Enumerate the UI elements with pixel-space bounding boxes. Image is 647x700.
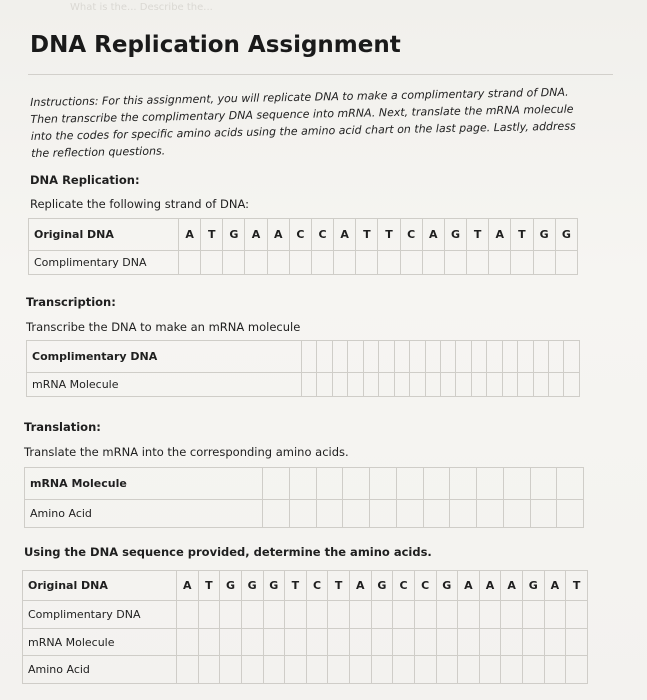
base-cell: A [267,219,289,251]
base-cell: T [467,219,489,251]
answer-cell [302,341,317,373]
answer-cell [371,601,393,629]
answer-cell [566,601,588,629]
transcription-prompt: Transcribe the DNA to make an mRNA molecule [26,320,301,334]
base-cell: A [479,571,501,601]
answer-cell [363,373,378,397]
answer-cell [458,601,480,629]
answer-cell [440,341,455,373]
answer-cell [379,373,394,397]
answer-cell [564,341,580,373]
answer-cell [450,468,477,500]
answer-cell [306,601,328,629]
base-cell: G [263,571,285,601]
answer-cell [371,629,393,656]
base-cell: T [511,219,533,251]
base-cell: G [533,219,555,251]
answer-cell [479,601,501,629]
answer-cell [396,500,423,528]
answer-cell [518,341,533,373]
base-cell: C [400,219,422,251]
answer-cell [440,373,455,397]
answer-cell [523,656,545,684]
base-cell: A [177,571,199,601]
answer-cell [422,251,444,275]
answer-cell [363,341,378,373]
answer-cell [177,601,199,629]
translation-prompt: Translate the mRNA into the corresponding amino acids. [24,445,349,459]
answer-cell [245,251,267,275]
answer-cell [557,468,584,500]
translation-row-2 [25,500,584,528]
final-heading: Using the DNA sequence provided, determine the amino acids. [24,545,432,559]
answer-cell [555,251,577,275]
transcription-table [26,340,580,397]
answer-cell [393,656,415,684]
answer-cell [356,251,378,275]
translation-row-2-label: Amino Acid [25,500,263,528]
answer-cell [328,601,350,629]
answer-cell [350,656,372,684]
final-row-1 [23,601,588,629]
answer-cell [501,601,523,629]
answer-cell [549,341,564,373]
answer-cell [549,373,564,397]
base-cell: T [285,571,307,601]
base-cell: T [566,571,588,601]
answer-cell [241,629,263,656]
base-cell: A [501,571,523,601]
answer-cell [263,500,290,528]
answer-cell [489,251,511,275]
answer-cell [523,629,545,656]
base-cell: T [356,219,378,251]
answer-cell [479,629,501,656]
answer-cell [471,341,486,373]
answer-cell [263,656,285,684]
answer-cell [502,373,517,397]
answer-cell [348,373,363,397]
base-cell: A [334,219,356,251]
answer-cell [332,341,347,373]
base-cell: T [201,219,223,251]
answer-cell [523,601,545,629]
base-cell: T [328,571,350,601]
answer-cell [456,373,471,397]
answer-cell [425,341,440,373]
replication-table [28,218,578,275]
answer-cell [487,373,502,397]
base-cell: C [311,219,333,251]
base-cell: A [458,571,480,601]
answer-cell [566,629,588,656]
replication-heading: DNA Replication: [30,173,140,187]
answer-cell [328,656,350,684]
transcription-row-1-label: Complimentary DNA [27,341,302,373]
answer-cell [410,341,425,373]
answer-cell [503,468,530,500]
answer-cell [241,601,263,629]
answer-cell [479,656,501,684]
faded-header-text: What is the... Describe the... [70,2,213,13]
final-row-3 [23,656,588,684]
answer-cell [501,656,523,684]
base-cell: G [371,571,393,601]
base-cell: A [179,219,201,251]
answer-cell [467,251,489,275]
answer-cell [198,629,220,656]
answer-cell [350,629,372,656]
base-cell: A [422,219,444,251]
translation-row-1-label: mRNA Molecule [25,468,263,500]
answer-cell [544,656,566,684]
base-cell: G [444,219,466,251]
answer-cell [179,251,201,275]
answer-cell [501,629,523,656]
answer-cell [544,629,566,656]
answer-cell [177,629,199,656]
answer-cell [394,341,409,373]
answer-cell [378,251,400,275]
answer-cell [530,500,557,528]
answer-cell [220,601,242,629]
answer-cell [477,468,504,500]
base-cell: G [555,219,577,251]
answer-cell [557,500,584,528]
answer-cell [458,629,480,656]
answer-cell [511,251,533,275]
original-dna-label: Original DNA [29,219,179,251]
base-cell: A [245,219,267,251]
translation-row-1 [25,468,584,500]
transcription-row-1 [27,341,580,373]
answer-cell [436,601,458,629]
answer-cell [285,629,307,656]
complementary-dna-row [29,251,578,275]
complementary-dna-label: Complimentary DNA [29,251,179,275]
answer-cell [502,341,517,373]
answer-cell [267,251,289,275]
answer-cell [177,656,199,684]
answer-cell [316,468,343,500]
answer-cell [425,373,440,397]
base-cell: A [489,219,511,251]
translation-heading: Translation: [24,420,101,434]
base-cell: G [220,571,242,601]
answer-cell [332,373,347,397]
answer-cell [328,629,350,656]
answer-cell [530,468,557,500]
answer-cell [241,656,263,684]
answer-cell [396,468,423,500]
answer-cell [285,601,307,629]
answer-cell [518,373,533,397]
answer-cell [394,373,409,397]
answer-cell [533,373,548,397]
answer-cell [533,251,555,275]
final-row-1-label: Complimentary DNA [23,601,177,629]
answer-cell [533,341,548,373]
instructions-text: Instructions: For this assignment, you will replicate DNA to make a complimentary strand of DNA. Then transcribe the complimentary DNA sequence into mRNA. Next, translate the mRNA molecule into the codes for specific amino acids using the amino acid chart on the last page. Lastly, address the reflection questions. [30,85,576,160]
answer-cell [423,468,450,500]
answer-cell [370,468,397,500]
answer-cell [370,500,397,528]
transcription-row-2 [27,373,580,397]
answer-cell [393,629,415,656]
base-cell: C [289,219,311,251]
base-cell: A [350,571,372,601]
answer-cell [289,468,316,500]
answer-cell [566,656,588,684]
answer-cell [458,656,480,684]
transcription-heading: Transcription: [26,295,116,309]
answer-cell [400,251,422,275]
page-title: DNA Replication Assignment [30,32,401,58]
answer-cell [263,468,290,500]
answer-cell [317,341,332,373]
original-dna-row [29,219,578,251]
base-cell: A [544,571,566,601]
base-cell: T [198,571,220,601]
base-cell: G [223,219,245,251]
answer-cell [348,341,363,373]
base-cell: C [414,571,436,601]
answer-cell [289,500,316,528]
base-cell: G [241,571,263,601]
answer-cell [311,251,333,275]
answer-cell [487,341,502,373]
answer-cell [198,601,220,629]
answer-cell [306,629,328,656]
answer-cell [393,601,415,629]
base-cell: T [378,219,400,251]
final-original-label: Original DNA [23,571,177,601]
answer-cell [371,656,393,684]
base-cell: C [393,571,415,601]
answer-cell [302,373,317,397]
answer-cell [544,601,566,629]
answer-cell [343,468,370,500]
answer-cell [263,601,285,629]
answer-cell [306,656,328,684]
title-divider [28,74,613,75]
answer-cell [503,500,530,528]
final-table [22,570,588,684]
answer-cell [220,656,242,684]
answer-cell [263,629,285,656]
answer-cell [414,601,436,629]
answer-cell [414,629,436,656]
answer-cell [436,656,458,684]
translation-table [24,467,584,528]
answer-cell [201,251,223,275]
answer-cell [471,373,486,397]
base-cell: G [436,571,458,601]
answer-cell [414,656,436,684]
final-row-2-label: mRNA Molecule [23,629,177,656]
answer-cell [564,373,580,397]
answer-cell [456,341,471,373]
base-cell: C [306,571,328,601]
answer-cell [289,251,311,275]
answer-cell [198,656,220,684]
answer-cell [317,373,332,397]
final-original-row [23,571,588,601]
answer-cell [334,251,356,275]
answer-cell [343,500,370,528]
answer-cell [410,373,425,397]
answer-cell [436,629,458,656]
answer-cell [450,500,477,528]
base-cell: G [523,571,545,601]
transcription-row-2-label: mRNA Molecule [27,373,302,397]
final-row-3-label: Amino Acid [23,656,177,684]
answer-cell [444,251,466,275]
replication-prompt: Replicate the following strand of DNA: [30,197,249,211]
answer-cell [285,656,307,684]
answer-cell [220,629,242,656]
answer-cell [477,500,504,528]
answer-cell [316,500,343,528]
answer-cell [423,500,450,528]
answer-cell [379,341,394,373]
answer-cell [350,601,372,629]
final-row-2 [23,629,588,656]
answer-cell [223,251,245,275]
